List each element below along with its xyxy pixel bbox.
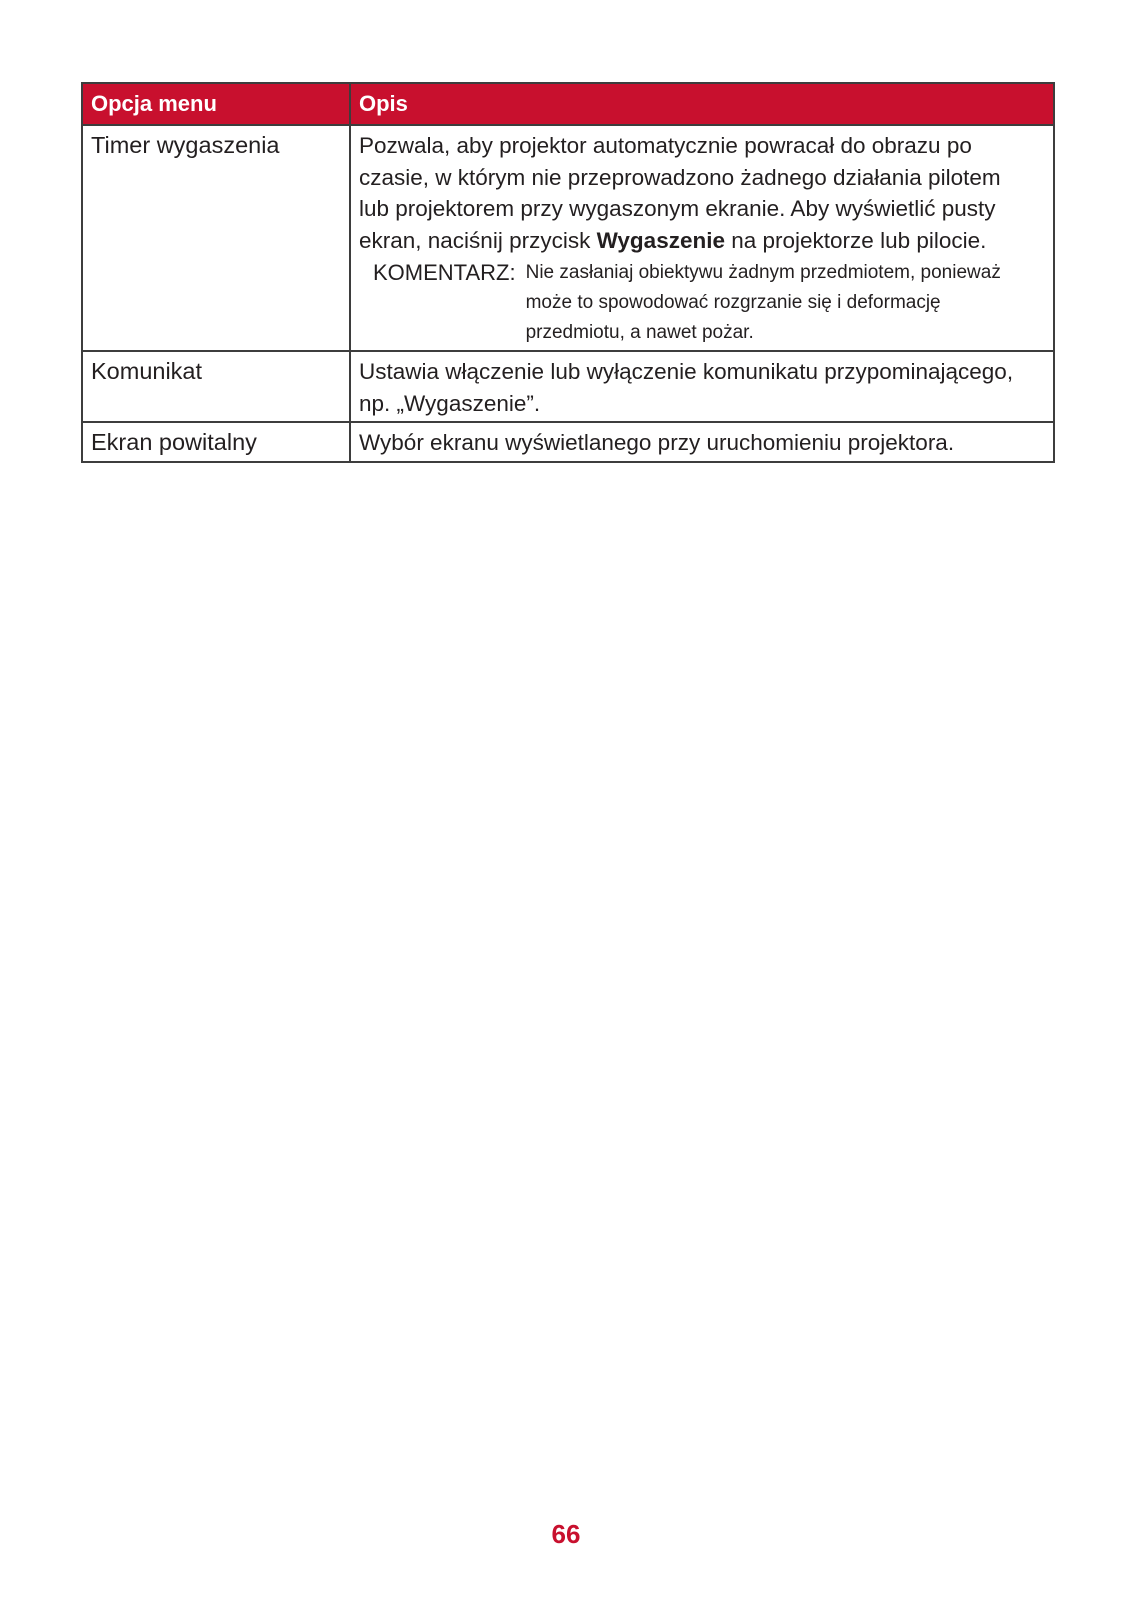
table-header-row [82, 83, 1054, 125]
menu-options-table [81, 82, 1055, 463]
option-description: Wybór ekranu wyświetlanego przy uruchomieniu projektora. [350, 422, 1054, 462]
note-text: Nie zasłaniaj obiektywu żadnym przedmiotem, ponieważ może to spowodować rozgrzanie się i deformację przedmiotu, a nawet pożar. [525, 262, 1001, 343]
note-block [373, 258, 1033, 348]
page-number: 66 [551, 1519, 581, 1549]
description-bold-term: Wygaszenie [596, 227, 725, 253]
description-part: Pozwala, aby projektor automatycznie powracał do obrazu po czasie, w którym nie przeprowadzono żadnego działania pilotem lub projektorem przy wygaszonym ekranie. Aby wyświetlić pusty ekran, naciśnij przycisk [359, 133, 1001, 253]
description-part: na projektorze lub pilocie. [724, 227, 987, 253]
table-row [82, 351, 1054, 422]
description-text [359, 130, 1033, 256]
table-row [82, 422, 1054, 462]
header-option: Opcja menu [82, 83, 350, 125]
note-label: KOMENTARZ: [373, 260, 516, 285]
option-description: Ustawia włączenie lub wyłączenie komunikatu przypominającego, np. „Wygaszenie”. [350, 351, 1054, 422]
option-name: Timer wygaszenia [82, 125, 350, 351]
option-name: Ekran powitalny [82, 422, 350, 462]
header-description: Opis [350, 83, 1054, 125]
option-description [350, 125, 1054, 351]
table-row [82, 125, 1054, 351]
option-name: Komunikat [82, 351, 350, 422]
